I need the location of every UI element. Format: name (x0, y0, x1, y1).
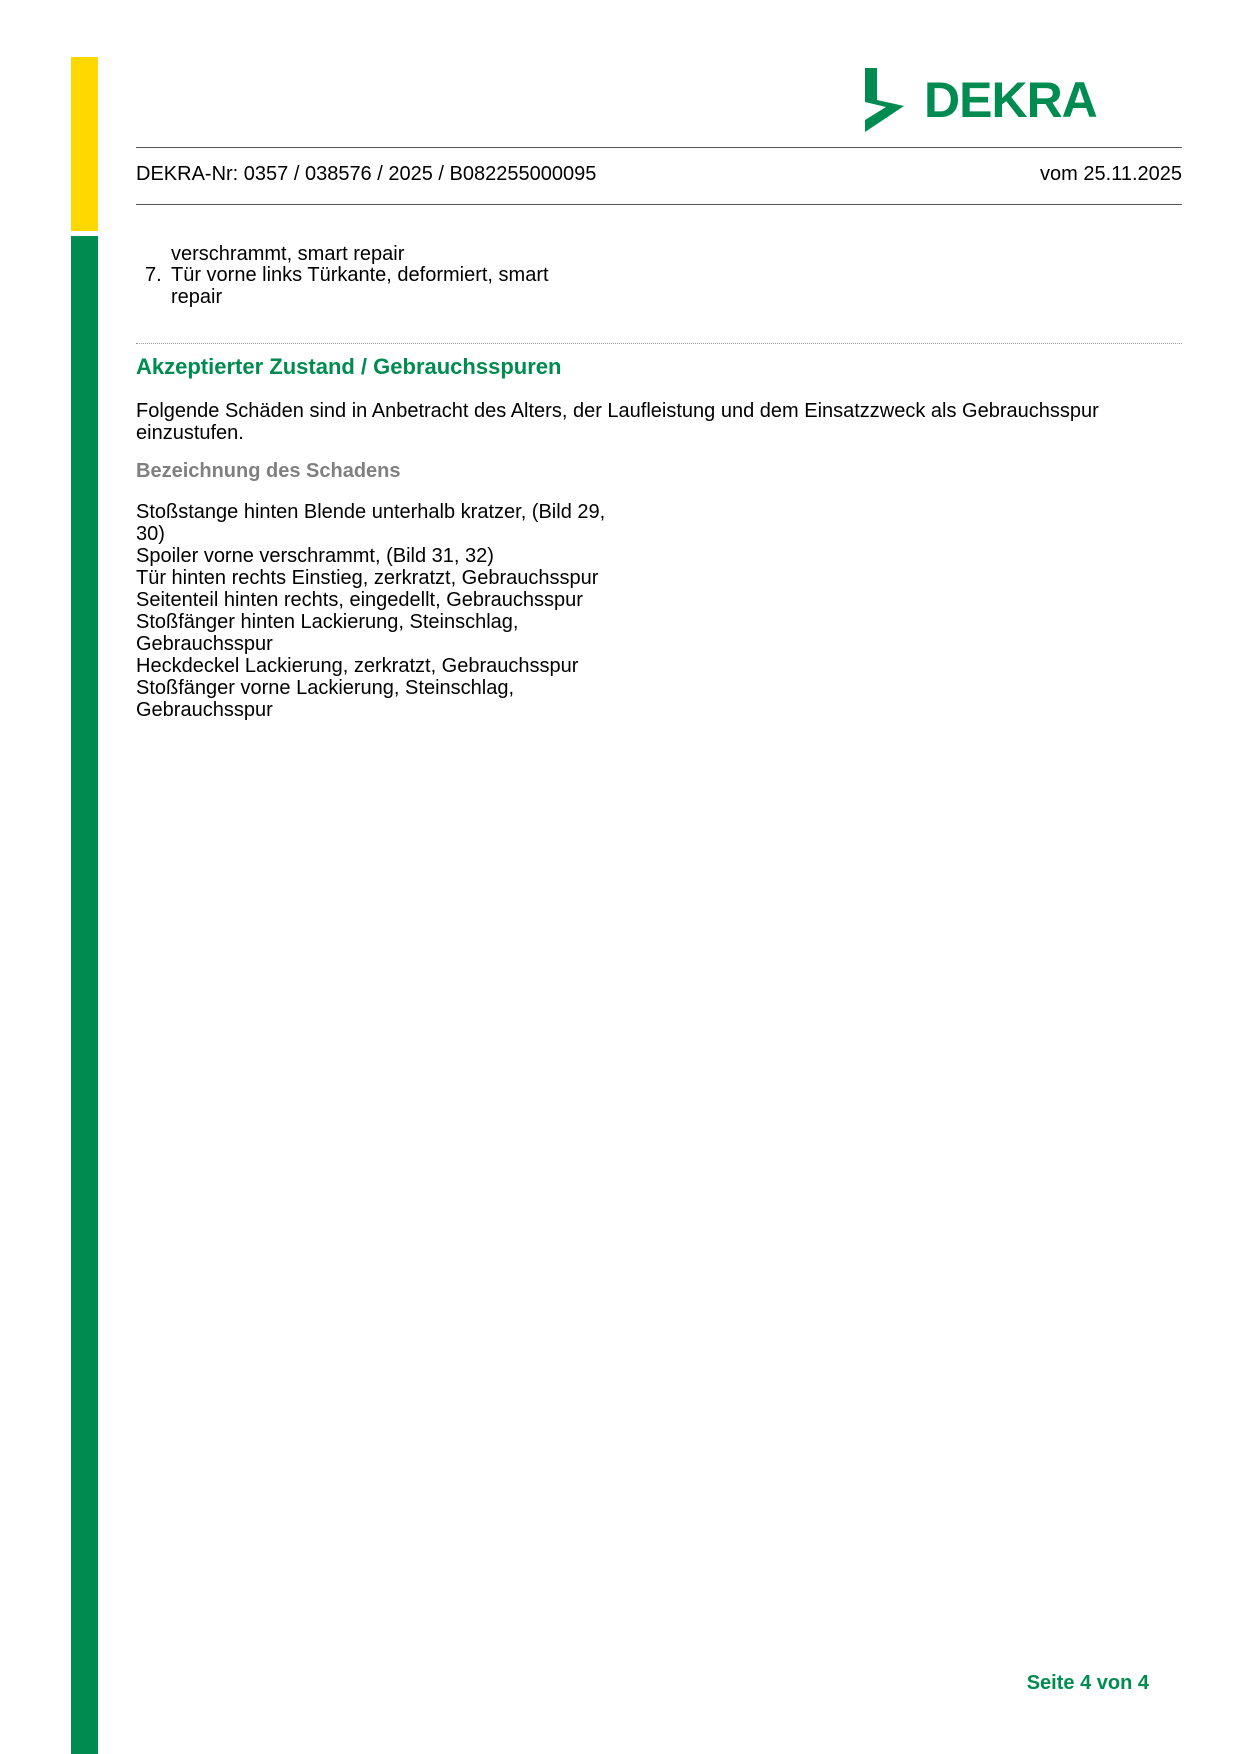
sidebar-green-stripe (71, 236, 98, 1754)
header-rule-bottom (136, 204, 1182, 205)
dekra-logo (862, 68, 1097, 132)
damage-item: Stoßfänger vorne Lackierung, Steinschlag, Gebrauchsspur (136, 677, 514, 721)
header-rule-top (136, 147, 1182, 148)
damage-item: Heckdeckel Lackierung, zerkratzt, Gebrauchsspur (136, 655, 579, 677)
damage-item: Seitenteil hinten rechts, eingedellt, Gebrauchsspur (136, 589, 583, 611)
page-number: Seite 4 von 4 (1026, 1672, 1149, 1694)
list-item (145, 264, 571, 308)
damage-item: Spoiler vorne verschrammt, (Bild 31, 32) (136, 545, 494, 567)
damage-item: Tür hinten rechts Einstieg, zerkratzt, Gebrauchsspur (136, 567, 599, 589)
damage-item: Stoßstange hinten Blende unterhalb kratzer, (Bild 29, 30) (136, 501, 606, 545)
report-date: vom 25.11.2025 (1040, 163, 1182, 185)
logo-wordmark: DEKRA (924, 72, 1097, 128)
section-divider (136, 343, 1182, 344)
list-item-number: 7. (145, 264, 162, 286)
damage-item: Stoßfänger hinten Lackierung, Steinschlag, Gebrauchsspur (136, 611, 519, 655)
section-title: Akzeptierter Zustand / Gebrauchsspuren (136, 354, 562, 379)
dekra-arrow-icon (862, 68, 912, 132)
dekra-reference-number: DEKRA-Nr: 0357 / 038576 / 2025 / B082255000095 (136, 163, 597, 185)
section-intro: Folgende Schäden sind in Anbetracht des Alters, der Laufleistung und dem Einsatzzweck als Gebrauchsspur einzustufen. (136, 400, 1099, 444)
list-item-text: Tür vorne links Türkante, deformiert, smart repair (171, 264, 549, 308)
damage-column-heading: Bezeichnung des Schadens (136, 460, 401, 482)
sidebar-yellow-stripe (71, 57, 98, 231)
list-continuation-text: verschrammt, smart repair (171, 243, 405, 265)
damage-list (136, 501, 606, 721)
